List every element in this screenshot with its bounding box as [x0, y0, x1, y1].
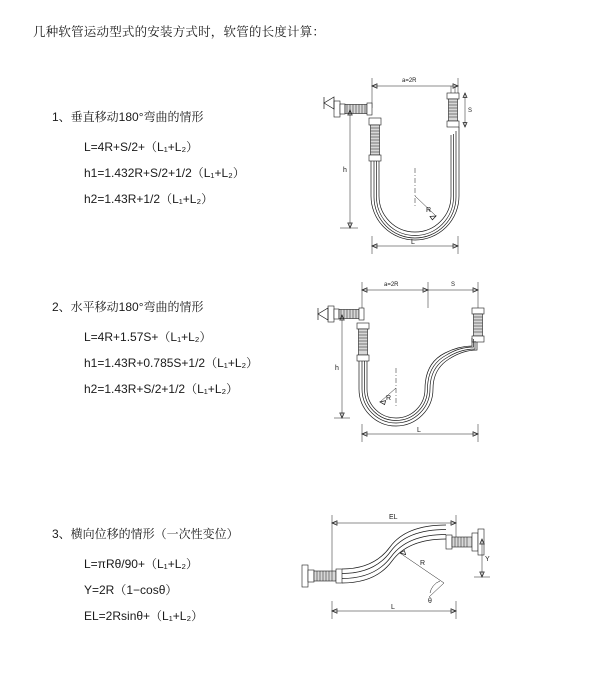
- svg-text:θ: θ: [428, 598, 432, 605]
- section-2-formulas: [84, 324, 258, 402]
- svg-text:R: R: [426, 207, 432, 214]
- formula-3-1: L=πRθ/90+（L₁+L₂）: [84, 557, 199, 571]
- svg-text:R: R: [386, 395, 392, 402]
- lateral-offset-diagram: [296, 505, 496, 650]
- horizontal-180-bend-diagram: [310, 268, 500, 453]
- formula-1-3: h2=1.43R+1/2（L₁+L₂）: [84, 192, 214, 206]
- formula-2-3: h2=1.43R+S/2+1/2（L₁+L₂）: [84, 382, 239, 396]
- page-title: 几种软管运动型式的安装方式时，软管的长度计算：: [33, 25, 326, 39]
- svg-text:EL: EL: [389, 514, 398, 521]
- formula-1-1: L=4R+S/2+（L₁+L₂）: [84, 140, 199, 154]
- section-3-formulas: [84, 551, 203, 629]
- section-2-heading: 2、水平移动180°弯曲的情形: [52, 300, 204, 314]
- svg-text:R: R: [420, 560, 426, 567]
- svg-text:Y: Y: [485, 556, 490, 563]
- section-1-heading: 1、垂直移动180°弯曲的情形: [52, 110, 204, 124]
- svg-text:a=2R: a=2R: [402, 78, 417, 84]
- formula-3-2: Y=2R（1−cosθ）: [84, 583, 178, 597]
- svg-text:a=2R: a=2R: [384, 282, 399, 288]
- formula-3-3: EL=2Rsinθ+（L₁+L₂）: [84, 609, 204, 623]
- svg-text:S: S: [468, 108, 473, 114]
- section-1-formulas: [84, 134, 245, 212]
- formula-2-2: h1=1.43R+0.785S+1/2（L₁+L₂）: [84, 356, 259, 370]
- formula-1-2: h1=1.432R+S/2+1/2（L₁+L₂）: [84, 166, 245, 180]
- svg-text:L: L: [391, 604, 395, 611]
- svg-text:S: S: [451, 282, 456, 288]
- formula-2-1: L=4R+1.57S+（L₁+L₂）: [84, 330, 212, 344]
- svg-text:L: L: [417, 427, 421, 434]
- svg-text:L: L: [411, 239, 415, 246]
- svg-text:h: h: [343, 167, 347, 174]
- vertical-180-bend-diagram: [310, 68, 500, 283]
- section-3-heading: 3、横向位移的情形（一次性变位）: [52, 527, 239, 541]
- svg-text:h: h: [335, 365, 339, 372]
